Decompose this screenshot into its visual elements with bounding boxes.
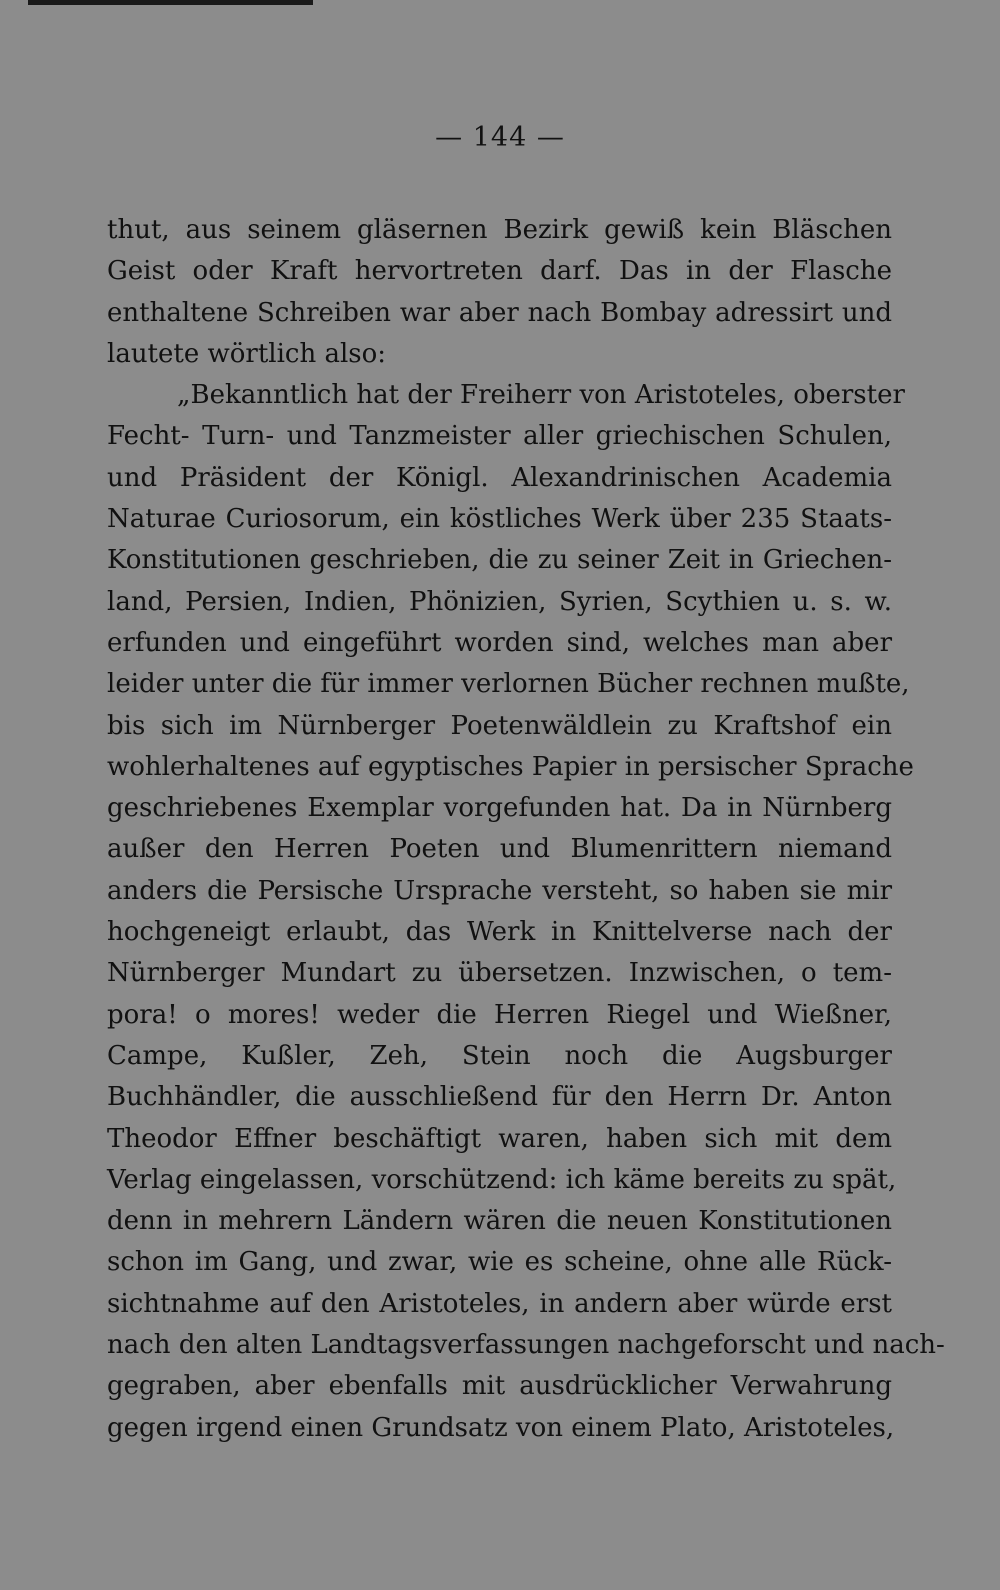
text-line: wohlerhaltenes auf egyptisches Papier in persischer Sprache [107, 751, 914, 782]
text-line: gegen irgend einen Grundsatz von einem Plato, Aristoteles, [107, 1412, 895, 1443]
text-line: denn in mehrern Ländern wären die neuen Konstitutionen [107, 1206, 892, 1237]
top-rule [28, 0, 313, 5]
text-line: enthaltene Schreiben war aber nach Bombay adressirt und [107, 297, 892, 328]
text-line: thut, aus seinem gläsernen Bezirk gewiß kein Bläschen [107, 215, 892, 245]
text-line: Buchhändler, die ausschließend für den Herrn Dr. Anton [107, 1082, 892, 1113]
text-line: Naturae Curiosorum, ein köstliches Werk über 235 Staats- [107, 504, 892, 535]
page-number: — 144 — [435, 122, 565, 153]
text-line: gegraben, aber ebenfalls mit ausdrücklicher Verwahrung [107, 1371, 892, 1402]
text-line: lautete wörtlich also: [107, 338, 387, 369]
text-line: Nürnberger Mundart zu übersetzen. Inzwischen, o tem- [107, 958, 892, 989]
body-text [107, 210, 945, 1449]
text-line: „Bekanntlich hat der Freiherr von Aristoteles, oberster [177, 380, 905, 411]
text-line: geschriebenes Exemplar vorgefunden hat. Da in Nürnberg [107, 793, 892, 824]
text-line: nach den alten Landtagsverfassungen nachgeforscht und nach- [107, 1330, 945, 1361]
text-line: land, Persien, Indien, Phönizien, Syrien, Scythien u. s. w. [107, 586, 892, 617]
text-line: Campe, Kußler, Zeh, Stein noch die Augsburger [107, 1040, 892, 1071]
text-line: Verlag eingelassen, vorschützend: ich käme bereits zu spät, [107, 1164, 897, 1195]
text-line: leider unter die für immer verlornen Bücher rechnen mußte, [107, 669, 910, 700]
text-line: und Präsident der Königl. Alexandrinischen Academia [107, 462, 892, 493]
text-line: Theodor Effner beschäftigt waren, haben sich mit dem [107, 1123, 892, 1154]
text-line: anders die Persische Ursprache versteht, so haben sie mir [107, 875, 892, 906]
text-line: hochgeneigt erlaubt, das Werk in Knittelverse nach der [107, 917, 892, 948]
text-line: pora! o mores! weder die Herren Riegel und Wießner, [107, 999, 892, 1030]
text-line: bis sich im Nürnberger Poetenwäldlein zu Kraftshof ein [107, 710, 892, 741]
text-line: außer den Herren Poeten und Blumenrittern niemand [107, 834, 892, 865]
text-line: Konstitutionen geschrieben, die zu seiner Zeit in Griechen- [107, 545, 892, 576]
text-line: Geist oder Kraft hervortreten darf. Das in der Flasche [107, 256, 892, 287]
text-line: sichtnahme auf den Aristoteles, in andern aber würde erst [107, 1288, 892, 1319]
text-line: schon im Gang, und zwar, wie es scheine, ohne alle Rück- [107, 1247, 892, 1278]
text-line: erfunden und eingeführt worden sind, welches man aber [107, 627, 892, 658]
text-line: Fecht- Turn- und Tanzmeister aller griechischen Schulen, [107, 421, 892, 452]
